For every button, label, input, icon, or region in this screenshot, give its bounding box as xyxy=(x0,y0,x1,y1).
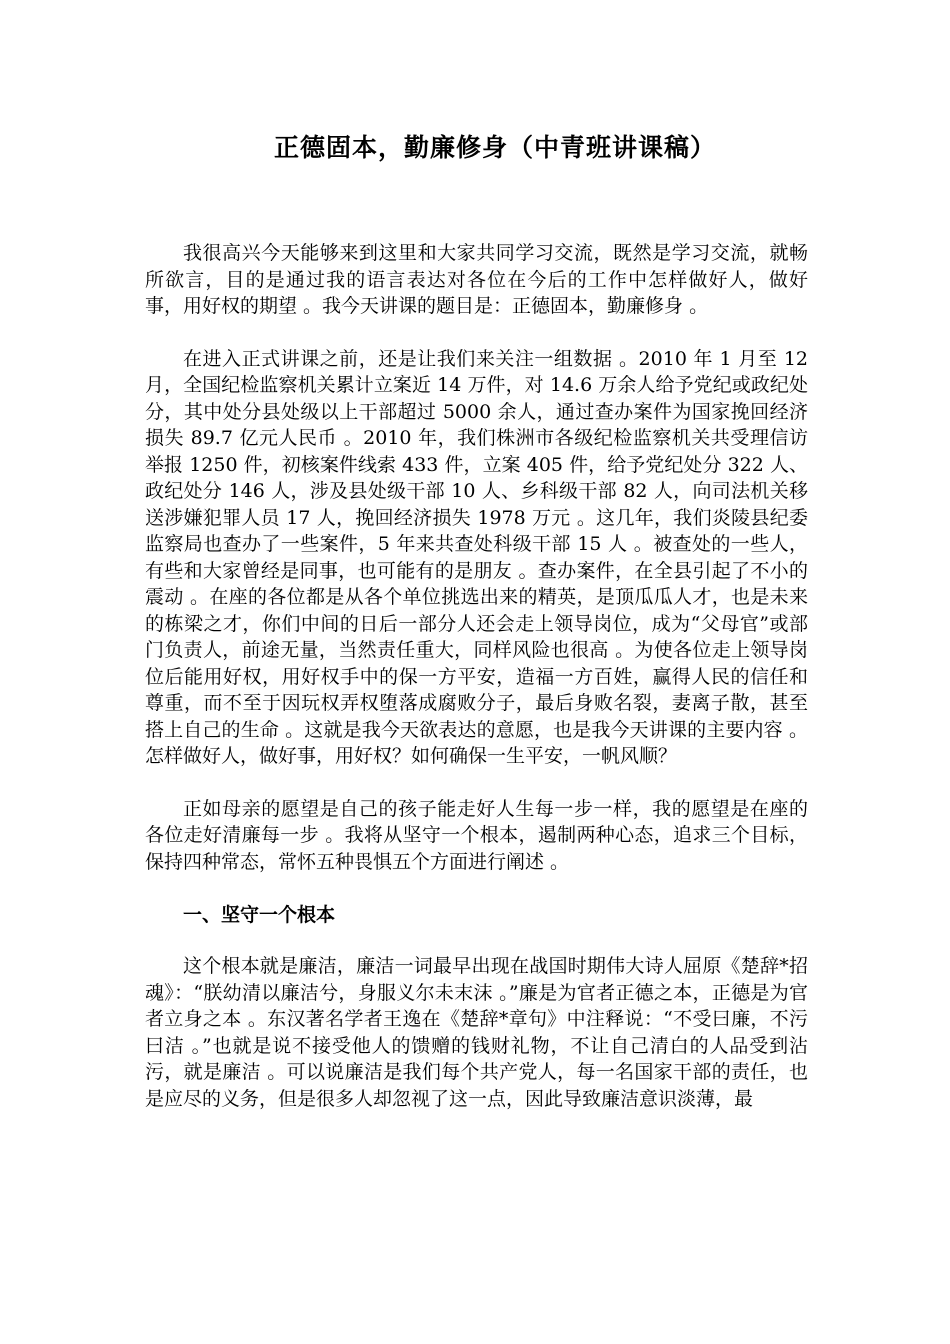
document-body xyxy=(145,240,808,1138)
paragraph-outline: 正如母亲的愿望是自己的孩子能走好人生每一步一样，我的愿望是在座的各位走好清廉每一步 。我将从坚守一个根本，遏制两种心态，追求三个目标，保持四种常态，常怀五种畏惧五个方面进行阐述 。 xyxy=(145,797,808,873)
paragraph-statistics: 在进入正式讲课之前，还是让我们来关注一组数据 。2010 年 1 月至 12 月，全国纪检监察机关累计立案近 14 万件，对 14.6 万余人给予党纪或政纪处分，其中处分县处级以上干部超过 5000 余人，通过查办案件为国家挽回经济损失 89.7 亿元人民币 。2010 年，我们株洲市各级纪检监察机关共受理信访举报 1250 件，初核案件线索 433 件，立案 405 件，给予党纪处分 322 人、政纪处分 146 人，涉及县处级干部 10 人、乡科级干部 82 人，向司法机关移送涉嫌犯罪人员 17 人，挽回经济损失 1978 万元 。这几年，我们炎陵县纪委监察局也查办了一些案件，5 年来共查处科级干部 15 人 。被查处的一些人，有些和大家曾经是同事，也可能有的是朋友 。查办案件，在全县引起了不小的震动 。在座的各位都是从各个单位挑选出来的精英，是顶瓜瓜人才，也是未来的栋梁之才，你们中间的日后一部分人还会走上领导岗位，成为“父母官”或部门负责人，前途无量，当然责任重大，同样风险也很高 。为使各位走上领导岗位后能用好权，用好权手中的保一方平安，造福一方百姓，赢得人民的信任和尊重，而不至于因玩权弄权堕落成腐败分子，最后身败名裂，妻离子散，甚至搭上自己的生命 。这就是我今天欲表达的意愿，也是我今天讲课的主要内容 。怎样做好人，做好事，用好权？如何确保一生平安，一帆风顺？ xyxy=(145,347,808,767)
paragraph-intro: 我很高兴今天能够来到这里和大家共同学习交流，既然是学习交流，就畅所欲言，目的是通过我的语言表达对各位在今后的工作中怎样做好人，做好事，用好权的期望 。我今天讲课的题目是：正德固本，勤廉修身 。 xyxy=(145,242,808,317)
section-heading-1: 一、坚守一个根本 xyxy=(183,904,336,926)
paragraph-integrity: 这个根本就是廉洁，廉洁一词最早出现在战国时期伟大诗人屈原《楚辞*招魂》：“朕幼清以廉洁兮，身服义尔未末沫 。”廉是为官者正德之本，正德是为官者立身之本 。东汉著名学者王逸在《楚辞*章句》中注释说：“不受曰廉，不污曰洁 。”也就是说不接受他人的馈赠的钱财礼物，不让自己清白的人品受到沾污，就是廉洁 。可以说廉洁是我们每个共产党人，每一名国家干部的责任，也是应尽的义务，但是很多人却忽视了这一点，因此导致廉洁意识淡薄，最 xyxy=(145,955,808,1110)
document-title: 正德固本，勤廉修身（中青班讲课稿） xyxy=(273,133,716,162)
